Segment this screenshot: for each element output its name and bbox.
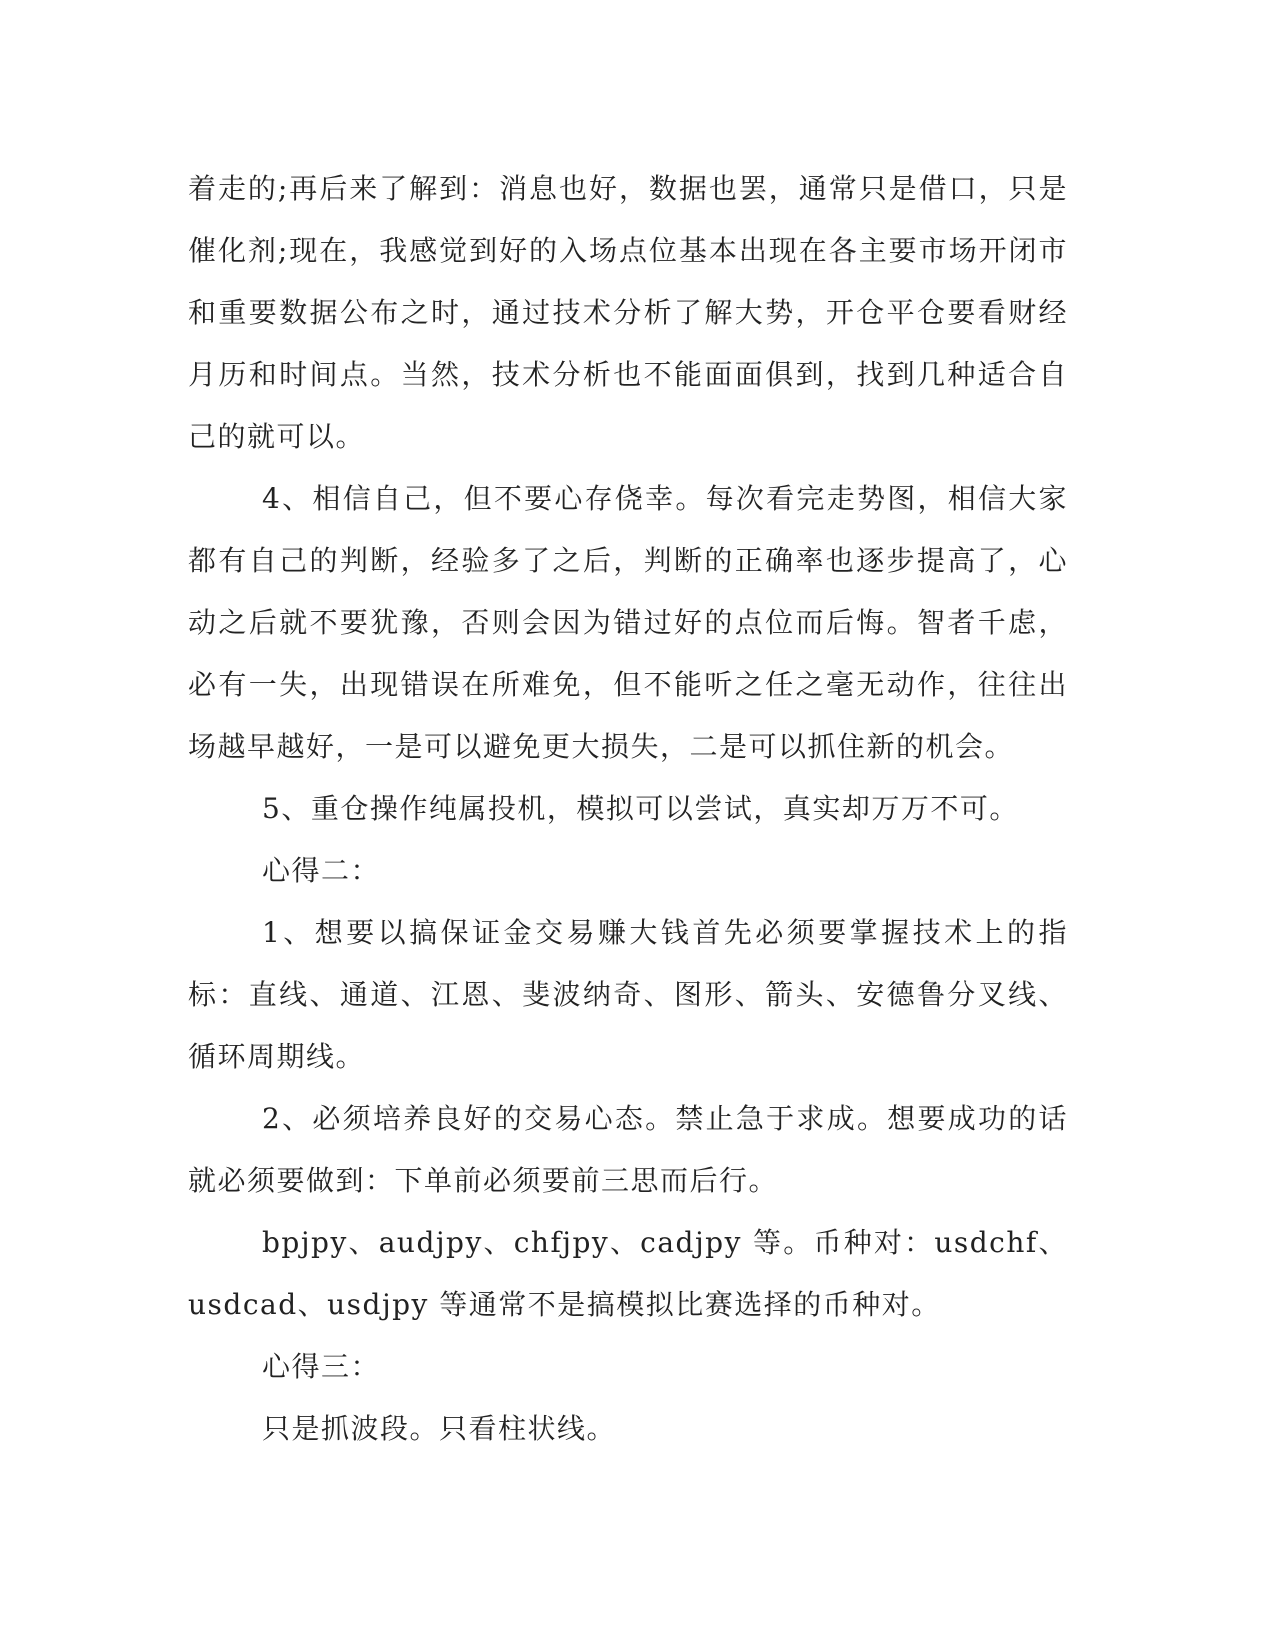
section-heading-2: 心得二：: [262, 854, 381, 887]
paragraph-currency-pairs: bpjpy、audjpy、chfjpy、cadjpy 等。币种对：usdchf、usdcad、usdjpy 等通常不是搞模拟比赛选择的币种对。: [188, 1226, 1068, 1321]
section-heading-3: 心得三：: [262, 1350, 381, 1383]
document-body: [188, 158, 1068, 1460]
paragraph-section3-text: 只是抓波段。只看柱状线。: [262, 1412, 617, 1445]
paragraph-point-5: 5、重仓操作纯属投机，模拟可以尝试，真实却万万不可。: [262, 792, 1019, 825]
paragraph-section2-point-1: 1、想要以搞保证金交易赚大钱首先必须要掌握技术上的指标：直线、通道、江恩、斐波纳奇、图形、箭头、安德鲁分叉线、循环周期线。: [188, 916, 1068, 1073]
paragraph-continuation: 着走的;再后来了解到：消息也好，数据也罢，通常只是借口，只是催化剂;现在，我感觉到好的入场点位基本出现在各主要市场开闭市和重要数据公布之时，通过技术分析了解大势，开仓平仓要看财经月历和时间点。当然，技术分析也不能面面俱到，找到几种适合自己的就可以。: [188, 172, 1068, 453]
paragraph-point-4: 4、相信自己，但不要心存侥幸。每次看完走势图，相信大家都有自己的判断，经验多了之后，判断的正确率也逐步提高了，心动之后就不要犹豫，否则会因为错过好的点位而后悔。智者千虑，必有一失，出现错误在所难免，但不能听之任之毫无动作，往往出场越早越好，一是可以避免更大损失，二是可以抓住新的机会。: [188, 482, 1068, 763]
paragraph-section2-point-2: 2、必须培养良好的交易心态。禁止急于求成。想要成功的话就必须要做到：下单前必须要前三思而后行。: [188, 1102, 1068, 1197]
